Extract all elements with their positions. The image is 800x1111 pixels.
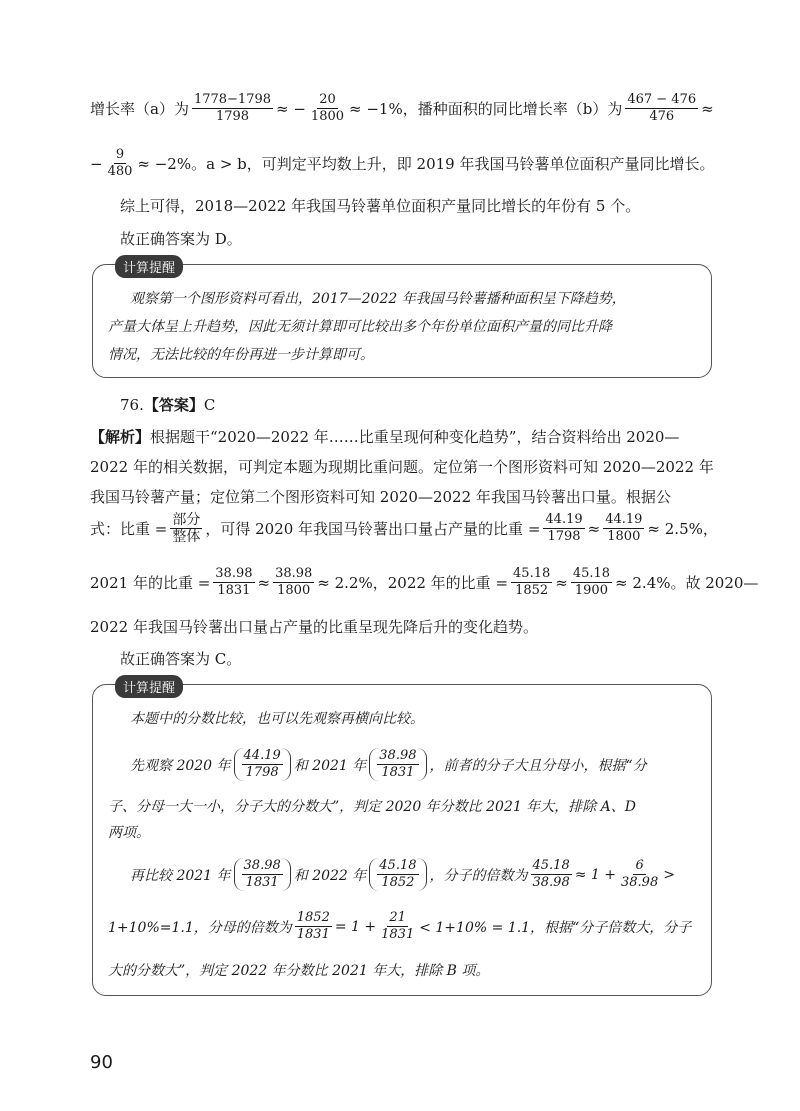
answer-value: C bbox=[203, 395, 216, 414]
q76-text: 2021 年的比重 = bbox=[90, 574, 211, 592]
q76-text: ≈ 2.4%。故 2020— bbox=[615, 574, 759, 592]
fraction bbox=[273, 566, 314, 599]
fraction bbox=[625, 92, 698, 125]
paren-group bbox=[234, 858, 291, 891]
tip2-line-2 bbox=[130, 748, 647, 781]
tip2-text: 和 2022 年 bbox=[293, 867, 367, 884]
numerator: 6 bbox=[635, 858, 644, 873]
q76-line-4 bbox=[90, 512, 718, 545]
paren-group bbox=[234, 748, 291, 781]
denominator: 1900 bbox=[574, 583, 608, 598]
tip1-line-3: 情况，无法比较的年份再进一步计算即可。 bbox=[108, 347, 374, 363]
numerator: 9 bbox=[115, 147, 125, 162]
q76-header bbox=[120, 394, 215, 415]
tip-label: 计算提醒 bbox=[115, 675, 183, 698]
fraction bbox=[543, 512, 584, 545]
denominator: 1798 bbox=[215, 109, 250, 124]
tip2-text: ≈ 1 + bbox=[574, 866, 616, 883]
q76-line-5 bbox=[90, 566, 758, 599]
numerator: 1852 bbox=[296, 910, 330, 925]
paren-group bbox=[369, 748, 426, 781]
q76-text: 根据题干“2020—2022 年……比重呈现何种变化趋势”，结合资料给出 2020— bbox=[150, 428, 680, 446]
tip2-text: 和 2021 年 bbox=[293, 757, 367, 774]
tip2-text: > bbox=[663, 866, 675, 883]
denominator: 1831 bbox=[296, 927, 330, 942]
numerator: 44.19 bbox=[545, 512, 583, 527]
tip-label: 计算提醒 bbox=[115, 255, 183, 278]
denominator: 1852 bbox=[381, 875, 415, 890]
page-number: 90 bbox=[90, 1052, 113, 1073]
q75-text: 增长率（a）为 bbox=[90, 100, 189, 118]
approx-sign: ≈ − bbox=[276, 99, 306, 118]
denominator: 1831 bbox=[245, 875, 279, 890]
fraction bbox=[377, 748, 418, 781]
numerator: 44.19 bbox=[605, 512, 643, 527]
approx-sign: ≈ bbox=[587, 519, 601, 538]
denominator: 38.98 bbox=[621, 875, 659, 890]
numerator: 38.98 bbox=[275, 566, 313, 581]
numerator: 21 bbox=[389, 910, 406, 925]
q76-text: ，可得 2020 年我国马铃薯出口量占产量的比重 = bbox=[205, 520, 541, 538]
numerator: 44.19 bbox=[243, 748, 281, 763]
q76-text: ≈ 2.2%，2022 年的比重 = bbox=[317, 574, 509, 592]
tip2-text: 1+10%=1.1，分母的倍数为 bbox=[108, 919, 292, 936]
denominator: 1800 bbox=[607, 529, 641, 544]
tip1-line-2: 产量大体呈上升趋势，因此无须计算即可比较出多个年份单位面积产量的同比升降 bbox=[108, 319, 612, 335]
approx-sign: ≈ bbox=[257, 573, 271, 592]
approx-sign: ≈ bbox=[701, 99, 714, 118]
q75-text: ≈ −2%。a > b，可判定平均数上升，即 2019 年我国马铃薯单位面积产量同比增长。 bbox=[137, 155, 715, 173]
fraction bbox=[106, 147, 135, 180]
approx-sign: ≈ bbox=[555, 573, 568, 592]
denominator: 1831 bbox=[381, 765, 415, 780]
denominator: 1798 bbox=[547, 529, 581, 544]
fraction bbox=[170, 512, 202, 545]
analysis-label: 【解析】 bbox=[90, 428, 151, 446]
numerator: 38.98 bbox=[215, 566, 253, 581]
fraction bbox=[571, 566, 612, 599]
fraction bbox=[295, 910, 332, 943]
tip2-text: 先观察 2020 年 bbox=[130, 757, 231, 774]
fraction bbox=[242, 748, 283, 781]
tip-box-2 bbox=[92, 681, 712, 996]
tip2-line-4: 两项。 bbox=[108, 825, 150, 841]
fraction bbox=[192, 92, 273, 125]
q75-summary: 综上可得，2018—2022 年我国马铃薯单位面积产量同比增长的年份有 5 个。 bbox=[120, 197, 641, 215]
numerator: 45.18 bbox=[379, 858, 417, 873]
tip2-text: 再比较 2021 年 bbox=[130, 867, 231, 884]
fraction bbox=[531, 858, 572, 891]
fraction bbox=[213, 566, 254, 599]
denominator: 1800 bbox=[310, 109, 345, 124]
denominator: 1798 bbox=[245, 765, 279, 780]
denominator: 476 bbox=[649, 109, 675, 124]
tip2-line-3: 子、分母一大一小，分子大的分数大”，判定 2020 年分数比 2021 年大，排除 A、D bbox=[108, 799, 636, 815]
q75-answer: 故正确答案为 D。 bbox=[120, 230, 242, 248]
q76-line-1 bbox=[90, 426, 679, 447]
tip2-text: = 1 + bbox=[334, 918, 377, 935]
tip2-text: ，前者的分子大且分母小，根据“分 bbox=[429, 757, 647, 774]
denominator: 480 bbox=[107, 164, 133, 179]
q76-line-3: 我国马铃薯产量；定位第二个图形资料可知 2020—2022 年我国马铃薯出口量。根据公 bbox=[90, 488, 671, 506]
numerator: 38.98 bbox=[243, 858, 281, 873]
denominator: 整体 bbox=[172, 529, 201, 545]
tip1-line-1: 观察第一个图形资料可看出，2017—2022 年我国马铃薯播种面积呈下降趋势， bbox=[130, 291, 626, 307]
tip2-text: < 1+10% = 1.1，根据“分子倍数大，分子 bbox=[419, 919, 692, 936]
numerator: 45.18 bbox=[532, 858, 570, 873]
fraction bbox=[377, 858, 418, 891]
tip2-line-7: 大的分数大”，判定 2022 年分数比 2021 年大，排除 B 项。 bbox=[108, 963, 490, 979]
numerator: 部分 bbox=[172, 512, 201, 528]
q76-line-6: 2022 年我国马铃薯出口量占产量的比重呈现先降后升的变化趋势。 bbox=[90, 618, 538, 636]
numerator: 1778−1798 bbox=[193, 92, 272, 107]
fraction bbox=[309, 92, 346, 125]
fraction bbox=[603, 512, 644, 545]
tip2-line-1: 本题中的分数比较，也可以先观察再横向比较。 bbox=[130, 711, 424, 727]
numerator: 38.98 bbox=[379, 748, 417, 763]
fraction bbox=[379, 910, 416, 943]
q75-text: − bbox=[90, 154, 103, 173]
denominator: 1831 bbox=[381, 927, 415, 942]
denominator: 1831 bbox=[217, 583, 251, 598]
numerator: 467 − 476 bbox=[627, 92, 697, 107]
answer-label: 【答案】 bbox=[143, 396, 204, 414]
q76-text: ≈ 2.5%， bbox=[647, 520, 718, 538]
tip2-line-6 bbox=[108, 910, 691, 943]
question-number: 76. bbox=[120, 395, 144, 414]
q75-text: ≈ −1%，播种面积的同比增长率（b）为 bbox=[349, 100, 623, 118]
q75-line-2 bbox=[90, 147, 714, 180]
numerator: 20 bbox=[319, 92, 336, 107]
fraction bbox=[242, 858, 283, 891]
fraction bbox=[511, 566, 552, 599]
denominator: 1852 bbox=[515, 583, 549, 598]
tip2-line-5 bbox=[130, 858, 675, 891]
denominator: 38.98 bbox=[532, 875, 570, 890]
tip2-text: ，分子的倍数为 bbox=[429, 867, 528, 884]
q75-line-1 bbox=[90, 92, 714, 125]
numerator: 45.18 bbox=[513, 566, 551, 581]
fraction bbox=[619, 858, 660, 891]
q76-line-2: 2022 年的相关数据，可判定本题为现期比重问题。定位第一个图形资料可知 2020—2022 年 bbox=[90, 458, 714, 476]
q76-answer: 故正确答案为 C。 bbox=[120, 650, 242, 668]
paren-group bbox=[369, 858, 426, 891]
denominator: 1800 bbox=[277, 583, 311, 598]
q76-text: 式：比重 = bbox=[90, 520, 168, 538]
numerator: 45.18 bbox=[572, 566, 611, 581]
